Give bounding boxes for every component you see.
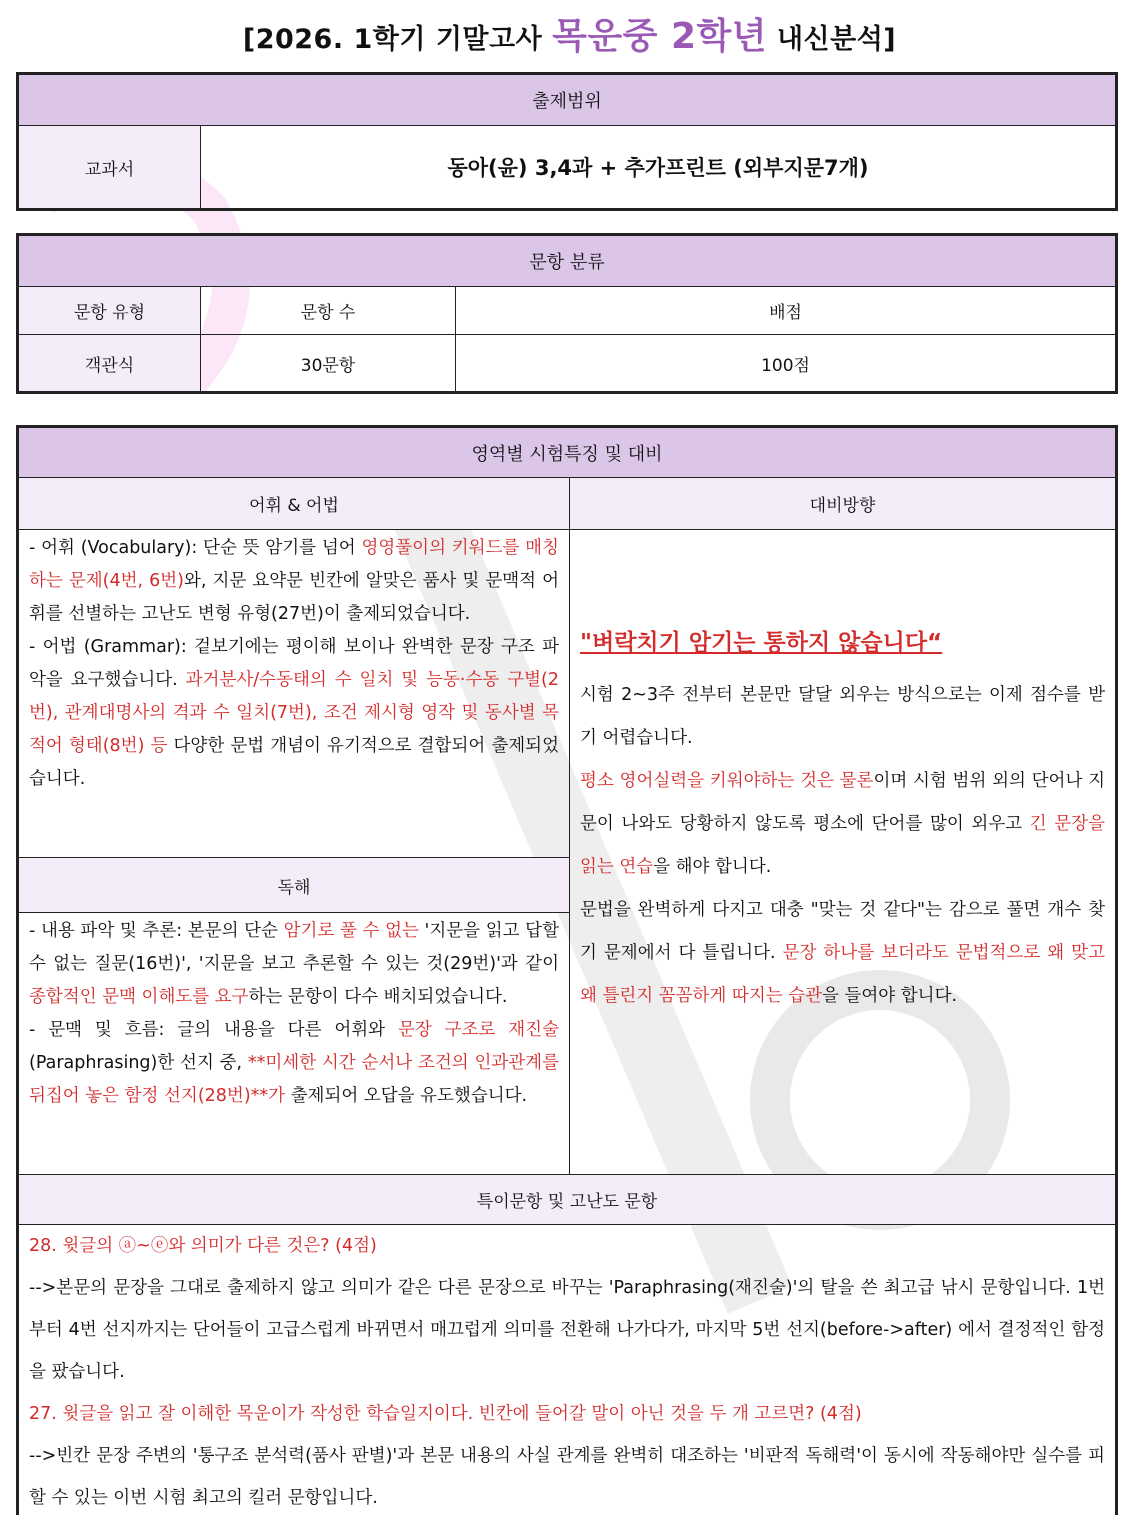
cell-count: 30문항 <box>201 335 456 393</box>
prep-slogan: "벼락치기 암기는 통하지 않습니다“ <box>580 630 943 656</box>
body-text: 출제되어 오답을 유도했습니다. <box>285 1086 528 1106</box>
highlight-text: 문장 구조로 재진술 <box>397 1020 559 1040</box>
prep-paragraph-3 <box>580 889 1105 1018</box>
highlight-text: 종합적인 문맥 이해도를 요구 <box>29 987 249 1007</box>
body-text: - 어휘 (Vocabulary): 단순 뜻 암기를 넘어 <box>29 538 362 558</box>
body-text: 하는 문항이 다수 배치되었습니다. <box>248 987 508 1007</box>
prep-header: 대비방향 <box>570 478 1117 530</box>
body-text: '지문을 읽고 답할 수 없는 질문(16번)', '지문을 보고 추론할 수 있는 것(29번)'과 같이 <box>29 921 559 974</box>
highlight-text: **미세한 시간 순서나 조건의 인과관계를 뒤집어 놓은 함정 선지(28번)**가 <box>29 1053 559 1106</box>
reading-header: 독해 <box>18 858 570 913</box>
vocab-grammar-body <box>18 530 570 858</box>
body-text: 와, 지문 요약문 빈칸에 알맞은 품사 및 문맥적 어휘를 선별하는 고난도 변형 유형(27번)이 출제되었습니다. <box>29 571 559 624</box>
body-text: 시험 2~3주 전부터 본문만 달달 외우는 방식으로는 이제 점수를 받기 어렵습니다. <box>580 685 1105 748</box>
body-text: - 문맥 및 흐름: 글의 내용을 다른 어휘와 <box>29 1020 398 1040</box>
body-text: - 어법 (Grammar): 겉보기에는 평이해 보이나 완벽한 문장 구조 파악을 요구했습니다. <box>29 637 559 690</box>
scope-label: 교과서 <box>18 126 201 210</box>
prep-paragraph-2 <box>580 760 1105 889</box>
highlight-text: 과거분사/수동태의 수 일치 및 능동·수동 구별(2번), 관계대명사의 격과 수 일치(7번), 조건 제시형 영작 및 동사별 목적어 형태(8번) 등 <box>29 670 559 756</box>
body-text: 이며 시험 범위 외의 단어나 지문이 나와도 당황하지 않도록 평소에 단어를 많이 외우고 <box>580 771 1105 834</box>
reading-paragraph-1 <box>29 915 559 1014</box>
notable-header: 특이문항 및 고난도 문항 <box>18 1175 1117 1225</box>
features-header: 영역별 시험특징 및 대비 <box>18 427 1117 478</box>
highlight-text: 영영풀이의 키워드를 매칭하는 문제(4번, 6번) <box>29 538 559 591</box>
scope-header: 출제범위 <box>18 74 1117 126</box>
features-table <box>16 425 1118 1515</box>
grammar-paragraph <box>29 631 559 796</box>
highlight-text: 문장 하나를 보더라도 문법적으로 왜 맞고 왜 틀린지 꼼꼼하게 따지는 습관 <box>580 943 1105 1006</box>
q27-title: 27. 윗글을 읽고 잘 이해한 목운이가 작성한 학습일지이다. 빈칸에 들어갈 말이 아닌 것을 두 개 고르면? (4점) <box>29 1404 862 1424</box>
body-text: 문법을 완벽하게 다지고 대충 "맞는 것 같다"는 감으로 풀면 개수 찾기 문제에서 다 틀립니다. <box>580 900 1105 963</box>
body-text: (Paraphrasing)한 선지 중, <box>29 1053 248 1073</box>
col-header-count: 문항 수 <box>201 287 456 335</box>
body-text: 다양한 문법 개념이 유기적으로 결합되어 출제되었습니다. <box>29 736 559 789</box>
highlight-text: 긴 문장을 읽는 연습 <box>580 814 1105 877</box>
scope-table <box>16 72 1118 211</box>
reading-body <box>18 913 570 1175</box>
reading-paragraph-2 <box>29 1014 559 1113</box>
vocab-paragraph <box>29 532 559 631</box>
body-text: 을 해야 합니다. <box>653 857 772 877</box>
notable-body <box>18 1225 1117 1515</box>
highlight-text: 평소 영어실력을 키워야하는 것은 물론 <box>580 771 874 791</box>
body-text: - 내용 파악 및 추론: 본문의 단순 <box>29 921 284 941</box>
q27-body: -->빈칸 문장 주변의 '통구조 분석력(품사 판별)'과 본문 내용의 사실 관계를 완벽히 대조하는 '비판적 독해력'이 동시에 작동해야만 실수를 피할 수 있는 이번 시험 최고의 킬러 문항입니다. <box>29 1446 1105 1508</box>
col-header-score: 배점 <box>456 287 1117 335</box>
prep-paragraph-1 <box>580 674 1105 760</box>
q28-title: 28. 윗글의 ⓐ~ⓔ와 의미가 다른 것은? (4점) <box>29 1236 377 1256</box>
body-text: 을 들여야 합니다. <box>822 986 958 1006</box>
classification-header: 문항 분류 <box>18 235 1117 287</box>
cell-score: 100점 <box>456 335 1117 393</box>
cell-type: 객관식 <box>18 335 201 393</box>
col-header-type: 문항 유형 <box>18 287 201 335</box>
classification-table <box>16 233 1118 394</box>
school-grade: 목운중 2학년 <box>552 16 768 57</box>
scope-value: 동아(윤) 3,4과 + 추가프린트 (외부지문7개) <box>201 126 1117 210</box>
q28-body: -->본문의 문장을 그대로 출제하지 않고 의미가 같은 다른 문장으로 바꾸는 'Paraphrasing(재진술)'의 탈을 쓴 최고급 낚시 문항입니다. 1번부터 4번 선지까지는 단어들이 고급스럽게 바뀌면서 매끄럽게 의미를 전환해 나가다가, 마지막 5번 선지(before->after) 에서 결정적인 함정을 팠습니다. <box>29 1278 1105 1382</box>
highlight-text: 암기로 풀 수 없는 <box>283 921 419 941</box>
vocab-grammar-header: 어휘 & 어법 <box>18 478 570 530</box>
page-title: [2026. 1학기 기말고사 목운중 2학년 내신분석] <box>242 16 897 57</box>
prep-body <box>570 530 1117 1175</box>
